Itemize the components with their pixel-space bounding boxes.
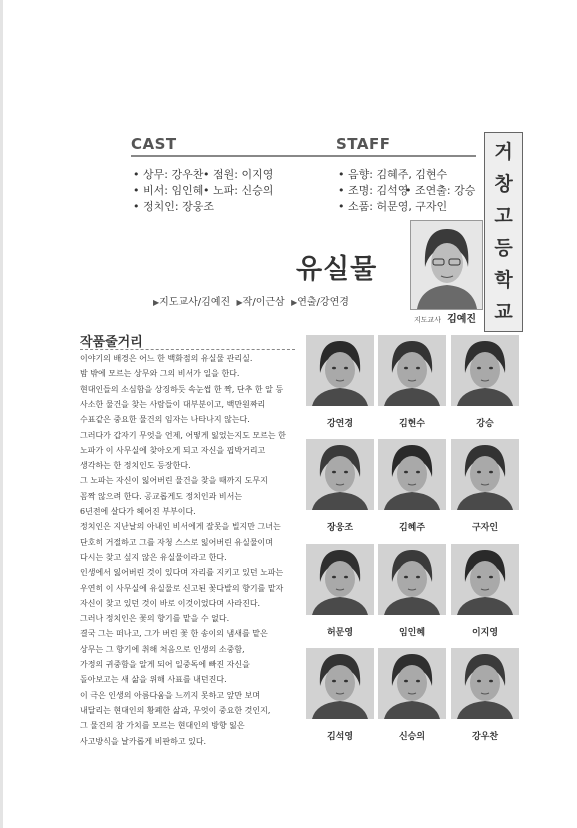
synopsis-line: 현대인들의 소심함을 상징하듯 속눈썹 한 짝, 단추 한 알 등	[80, 384, 284, 394]
synopsis-divider	[80, 349, 295, 350]
member-name: 허문영	[326, 628, 354, 638]
cast-credit: • 비서: 임인혜	[133, 184, 204, 197]
synopsis-line: 상무는 그 향기에 취해 처음으로 인생의 소중함,	[80, 644, 245, 654]
member-photo	[451, 648, 519, 719]
member-name: 강승	[476, 419, 494, 429]
member-name: 김현수	[398, 419, 426, 429]
member-photo	[378, 335, 446, 406]
page-edge-shadow	[0, 0, 3, 828]
member-photo	[306, 544, 374, 615]
production-credits: ▶지도교사/김예진 ▶작/이근삼 ▶연출/강연경	[153, 297, 349, 308]
staff-credit: • 소품: 허문영, 구자인	[338, 200, 448, 213]
synopsis-line: 인생에서 잃어버린 것이 있다며 자리를 지키고 있던 노파는	[80, 568, 284, 578]
synopsis-line: 우연히 이 사무실에 유실물로 신고된 꽃다발의 향기를 맡자	[80, 583, 284, 593]
synopsis-line: 수표같은 중요한 물건의 임자는 나타나지 않는다.	[80, 415, 250, 425]
school-char: 학	[494, 269, 513, 291]
staff-credit: • 조연출: 강승	[405, 184, 476, 197]
staff-rule	[336, 155, 476, 157]
member-photo	[306, 335, 374, 406]
member-photo	[378, 648, 446, 719]
school-name-tab	[484, 132, 523, 332]
triangle-bullet-icon: ▶	[291, 298, 298, 307]
triangle-bullet-icon: ▶	[236, 298, 243, 307]
staff-credit: • 음향: 김혜주, 김현수	[338, 168, 448, 181]
credit-role: 작	[242, 297, 253, 308]
synopsis-line: 다시는 찾고 싶지 않은 유실물이라고 한다.	[80, 552, 227, 562]
member-photo	[451, 335, 519, 406]
synopsis-line: 사고방식을 날카롭게 비판하고 있다.	[80, 736, 207, 746]
school-char: 거	[494, 141, 513, 163]
synopsis-line: 그 노파는 자신이 잃어버린 물건을 찾을 때까지 도무지	[80, 476, 268, 486]
teacher-name: 김예진	[447, 314, 477, 325]
teacher-role: 지도교사	[414, 316, 442, 324]
school-char: 고	[494, 205, 513, 227]
synopsis-line: 사소한 물건을 찾는 사람들이 대부분이고, 백만원짜리	[80, 399, 266, 409]
triangle-bullet-icon: ▶	[153, 298, 160, 307]
synopsis-line: 그러나 정치인은 꽃의 향기를 맡을 수 없다.	[80, 614, 230, 624]
school-char: 등	[494, 237, 513, 259]
member-photo	[451, 544, 519, 615]
synopsis-line: 이야기의 배경은 어느 한 백화점의 유실물 관리실.	[80, 354, 253, 363]
synopsis-line: 정치인은 지난날의 아내인 비서에게 잘못을 빌지만 그녀는	[80, 522, 281, 532]
cast-credit: • 노파: 신승의	[203, 184, 274, 197]
staff-credit: • 조명: 김석영	[338, 184, 409, 197]
synopsis-line: 꼼짝 않으려 한다. 공교롭게도 정치인과 비서는	[80, 491, 243, 501]
synopsis-line: 6년전에 살다가 헤어진 부부이다.	[80, 507, 196, 516]
synopsis-line: 생각하는 한 정치인도 등장한다.	[80, 461, 191, 471]
synopsis-heading: 작품줄거리	[80, 335, 143, 350]
synopsis-line: 그러다가 갑자기 무엇을 언제, 어떻게 잃었는지도 모르는 한	[80, 430, 286, 440]
credit-name: 이근삼	[255, 297, 285, 308]
school-char: 창	[494, 173, 513, 195]
member-name: 구자인	[471, 523, 499, 533]
school-char: 교	[494, 301, 513, 323]
synopsis-line: 내달리는 현대인의 황폐한 삶과, 무엇이 중요한 것인지,	[80, 705, 271, 715]
synopsis-line: 결국 그는 떠나고, 그가 버린 꽃 한 송이의 냄새를 맡은	[80, 629, 268, 639]
teacher-caption	[414, 310, 476, 325]
member-photo	[306, 439, 374, 510]
member-name: 이지영	[471, 628, 499, 638]
synopsis-line: 돌아보고는 새 삶을 위해 사표를 내던진다.	[80, 675, 227, 685]
credit-role: 지도교사	[159, 297, 198, 308]
credit-name: 강연경	[319, 297, 349, 308]
member-name: 강우찬	[471, 732, 499, 742]
cast-rule	[131, 155, 336, 157]
member-name: 신승의	[398, 732, 426, 742]
member-name: 장웅조	[326, 523, 354, 533]
play-title: 유실물	[296, 254, 378, 285]
cast-credit: • 정치인: 장웅조	[133, 200, 214, 213]
member-photo	[378, 439, 446, 510]
member-name: 임인혜	[398, 628, 426, 638]
synopsis-line: 자신이 찾고 있던 것이 바로 이것이었다며 사라진다.	[80, 598, 261, 608]
member-name: 강연경	[326, 419, 354, 429]
teacher-photo	[410, 220, 483, 310]
cast-credit: • 점원: 이지영	[203, 168, 274, 181]
member-name: 김석영	[326, 732, 354, 742]
member-photo	[451, 439, 519, 510]
credit-role: 연출	[297, 297, 317, 308]
staff-heading: STAFF	[336, 135, 391, 153]
synopsis-line: 노파가 이 사무실에 찾아오게 되고 자신을 핍박거리고	[80, 445, 266, 455]
member-photo	[306, 648, 374, 719]
synopsis-line: 이 극은 인생의 아름다움을 느끼지 못하고 앞만 보며	[80, 690, 261, 700]
synopsis-line: 가정의 귀중함을 알게 되어 일중독에 빠진 자신을	[80, 660, 250, 669]
credit-name: 김예진	[201, 297, 231, 308]
member-name: 김혜주	[398, 523, 426, 533]
synopsis-line: 그 물건의 참 가치를 모르는 현대인의 방향 잃은	[80, 721, 245, 731]
synopsis-line: 단호히 거절하고 그를 자청 스스로 잃어버린 유실물이며	[80, 537, 273, 547]
cast-credit: • 상무: 강우찬	[133, 168, 204, 181]
synopsis-line: 밤 밖에 모르는 상무와 그의 비서가 일을 한다.	[80, 369, 240, 379]
cast-heading: CAST	[131, 135, 177, 153]
member-photo	[378, 544, 446, 615]
